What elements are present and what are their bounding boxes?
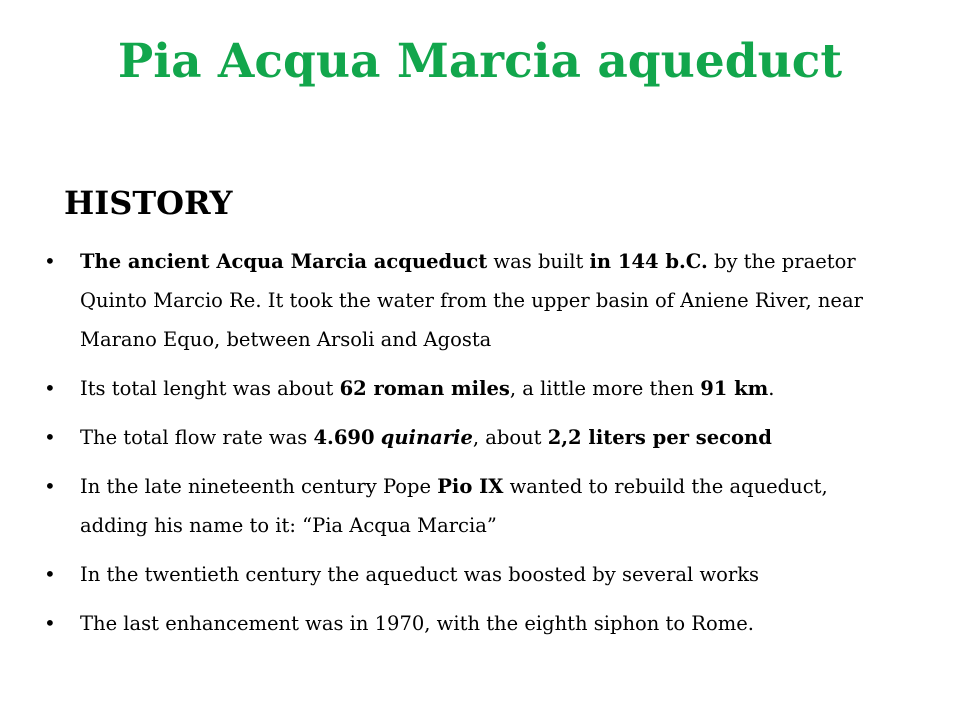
bullet-flow-rate: • The total flow rate was 4.690 quinarie, about 2,2 liters per second: [40, 418, 880, 457]
bullet-last-enhancement: • The last enhancement was in 1970, with the eighth siphon to Rome.: [40, 604, 880, 643]
bullet-length: • Its total lenght was about 62 roman miles, a little more then 91 km.: [40, 369, 880, 408]
section-heading-history: HISTORY: [64, 184, 233, 222]
slide-title: Pia Acqua Marcia aqueduct: [117, 34, 843, 89]
history-bullet-list: [40, 242, 880, 653]
bullet-construction: • The ancient Acqua Marcia acqueduct was built in 144 b.C. by the praetor Quinto Marcio Re. It took the water from the upper basin of Aniene River, near Marano Equo, between Arsoli and Agosta: [40, 242, 880, 359]
bullet-twentieth-century: • In the twentieth century the aqueduct was boosted by several works: [40, 555, 880, 594]
bullet-pio-ix: • In the late nineteenth century Pope Pio IX wanted to rebuild the aqueduct, adding his name to it: “Pia Acqua Marcia”: [40, 467, 880, 545]
